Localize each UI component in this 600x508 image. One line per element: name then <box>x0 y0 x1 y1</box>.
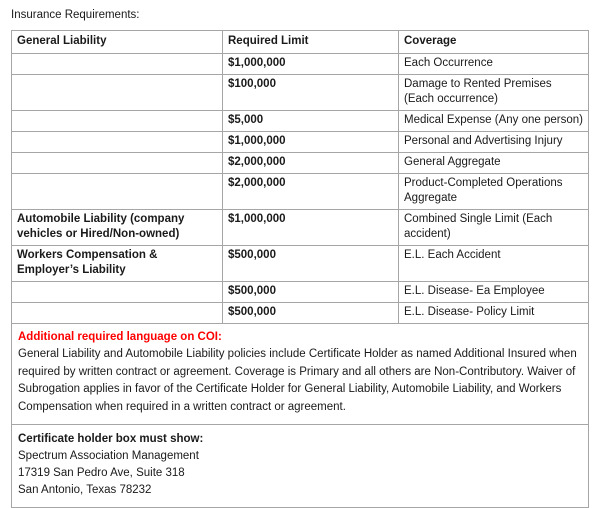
table-row <box>12 174 589 210</box>
table-row <box>12 153 589 174</box>
certificate-holder-city-state-zip: San Antonio, Texas 78232 <box>18 484 152 496</box>
cell-category <box>12 153 223 174</box>
certificate-holder-row <box>12 425 589 508</box>
additional-language-cell <box>12 324 589 425</box>
column-header-limit: Required Limit <box>223 31 399 54</box>
additional-language-row <box>12 324 589 425</box>
additional-language-body: General Liability and Automobile Liability policies include Certificate Holder as named Additional Insured when required by written contract or agreement. Coverage is Primary and all others are Non-Contributory. Waiver of Subrogation applies in favor of the Certificate Holder for General Liability, Automobile Liability, and Workers Compensation when required in a written contract or agreement. <box>18 348 577 413</box>
cell-coverage: Medical Expense (Any one person) <box>399 111 589 132</box>
certificate-holder-heading: Certificate holder box must show: <box>18 433 204 445</box>
cell-coverage: Product-Completed Operations Aggregate <box>399 174 589 210</box>
table-row <box>12 210 589 246</box>
insurance-requirements-table <box>11 30 589 508</box>
table-row <box>12 54 589 75</box>
table-row <box>12 282 589 303</box>
cell-limit: $2,000,000 <box>223 153 399 174</box>
column-header-coverage: Coverage <box>399 31 589 54</box>
cell-coverage: E.L. Each Accident <box>399 246 589 282</box>
additional-language-heading: Additional required language on COI: <box>18 331 222 343</box>
cell-limit: $500,000 <box>223 246 399 282</box>
table-header-row <box>12 31 589 54</box>
intro-label: Insurance Requirements: <box>11 9 140 21</box>
cell-coverage: E.L. Disease- Policy Limit <box>399 303 589 324</box>
cell-limit: $1,000,000 <box>223 54 399 75</box>
column-header-category: General Liability <box>12 31 223 54</box>
cell-category <box>12 54 223 75</box>
cell-coverage: General Aggregate <box>399 153 589 174</box>
cell-limit: $1,000,000 <box>223 132 399 153</box>
cell-category <box>12 111 223 132</box>
cell-coverage: Personal and Advertising Injury <box>399 132 589 153</box>
cell-category <box>12 75 223 111</box>
cell-category <box>12 303 223 324</box>
cell-limit: $500,000 <box>223 303 399 324</box>
cell-coverage: E.L. Disease- Ea Employee <box>399 282 589 303</box>
cell-category <box>12 132 223 153</box>
cell-limit: $5,000 <box>223 111 399 132</box>
cell-limit: $500,000 <box>223 282 399 303</box>
cell-category <box>12 282 223 303</box>
certificate-holder-street: 17319 San Pedro Ave, Suite 318 <box>18 467 185 479</box>
table-row <box>12 132 589 153</box>
cell-category <box>12 174 223 210</box>
cell-limit: $100,000 <box>223 75 399 111</box>
cell-coverage: Damage to Rented Premises (Each occurrence) <box>399 75 589 111</box>
certificate-holder-cell <box>12 425 589 508</box>
cell-category: Automobile Liability (company vehicles or Hired/Non-owned) <box>12 210 223 246</box>
table-row <box>12 246 589 282</box>
table-row <box>12 111 589 132</box>
cell-coverage: Each Occurrence <box>399 54 589 75</box>
certificate-holder-company: Spectrum Association Management <box>18 450 199 462</box>
cell-coverage: Combined Single Limit (Each accident) <box>399 210 589 246</box>
table-header <box>12 31 589 54</box>
table-row <box>12 75 589 111</box>
cell-limit: $2,000,000 <box>223 174 399 210</box>
table-row <box>12 303 589 324</box>
cell-limit: $1,000,000 <box>223 210 399 246</box>
cell-category: Workers Compensation & Employer’s Liability <box>12 246 223 282</box>
table-body <box>12 54 589 508</box>
